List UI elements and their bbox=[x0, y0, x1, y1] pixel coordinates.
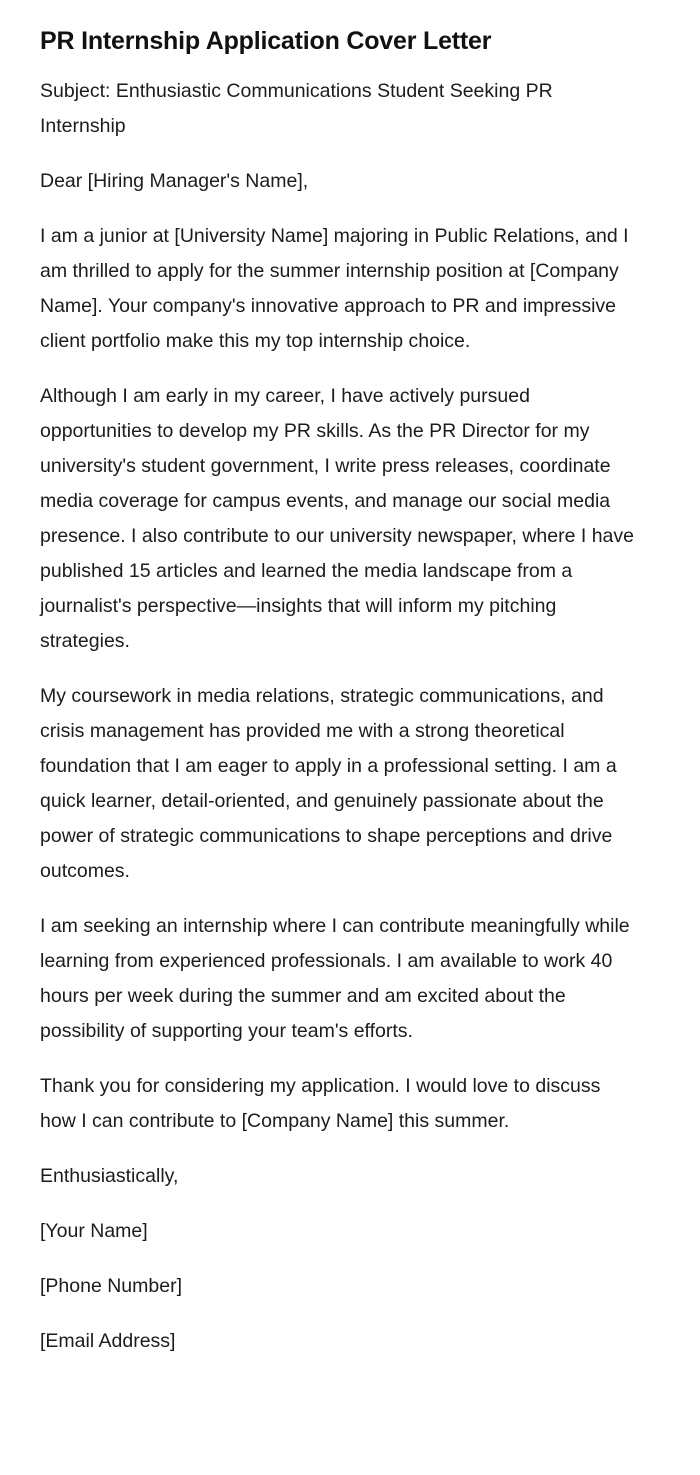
body-paragraph-thanks: Thank you for considering my application. I would love to discuss how I can contribute to [Company Name] this summer. bbox=[40, 1075, 601, 1132]
body-paragraph-availability: I am seeking an internship where I can contribute meaningfully while learning from experienced professionals. I am available to work 40 hours per week during the summer and am excited about the possibility of supporting your team's efforts. bbox=[40, 915, 630, 1042]
signature-name: [Your Name] bbox=[40, 1220, 148, 1242]
body-paragraph-coursework: My coursework in media relations, strategic communications, and crisis management has provided me with a strong theoretical foundation that I am eager to apply in a professional setting. I am a quick learner, detail-oriented, and genuinely passionate about the power of strategic communications to shape perceptions and drive outcomes. bbox=[40, 685, 617, 882]
body-paragraph-experience: Although I am early in my career, I have actively pursued opportunities to develop my PR skills. As the PR Director for my university's student government, I write press releases, coordinate media coverage for campus events, and manage our social media presence. I also contribute to our university newspaper, where I have published 15 articles and learned the media landscape from a journalist's perspective—insights that will inform my pitching strategies. bbox=[40, 385, 634, 652]
subject-line: Subject: Enthusiastic Communications Student Seeking PR Internship bbox=[40, 80, 553, 137]
signature-phone: [Phone Number] bbox=[40, 1275, 182, 1297]
page-title: PR Internship Application Cover Letter bbox=[40, 27, 492, 55]
closing: Enthusiastically, bbox=[40, 1165, 179, 1187]
signature-email: [Email Address] bbox=[40, 1330, 176, 1352]
body-paragraph-intro: I am a junior at [University Name] majoring in Public Relations, and I am thrilled to apply for the summer internship position at [Company Name]. Your company's innovative approach to PR and impressive client portfolio make this my top internship choice. bbox=[40, 225, 629, 352]
salutation: Dear [Hiring Manager's Name], bbox=[40, 170, 309, 192]
cover-letter-document bbox=[40, 22, 640, 1379]
